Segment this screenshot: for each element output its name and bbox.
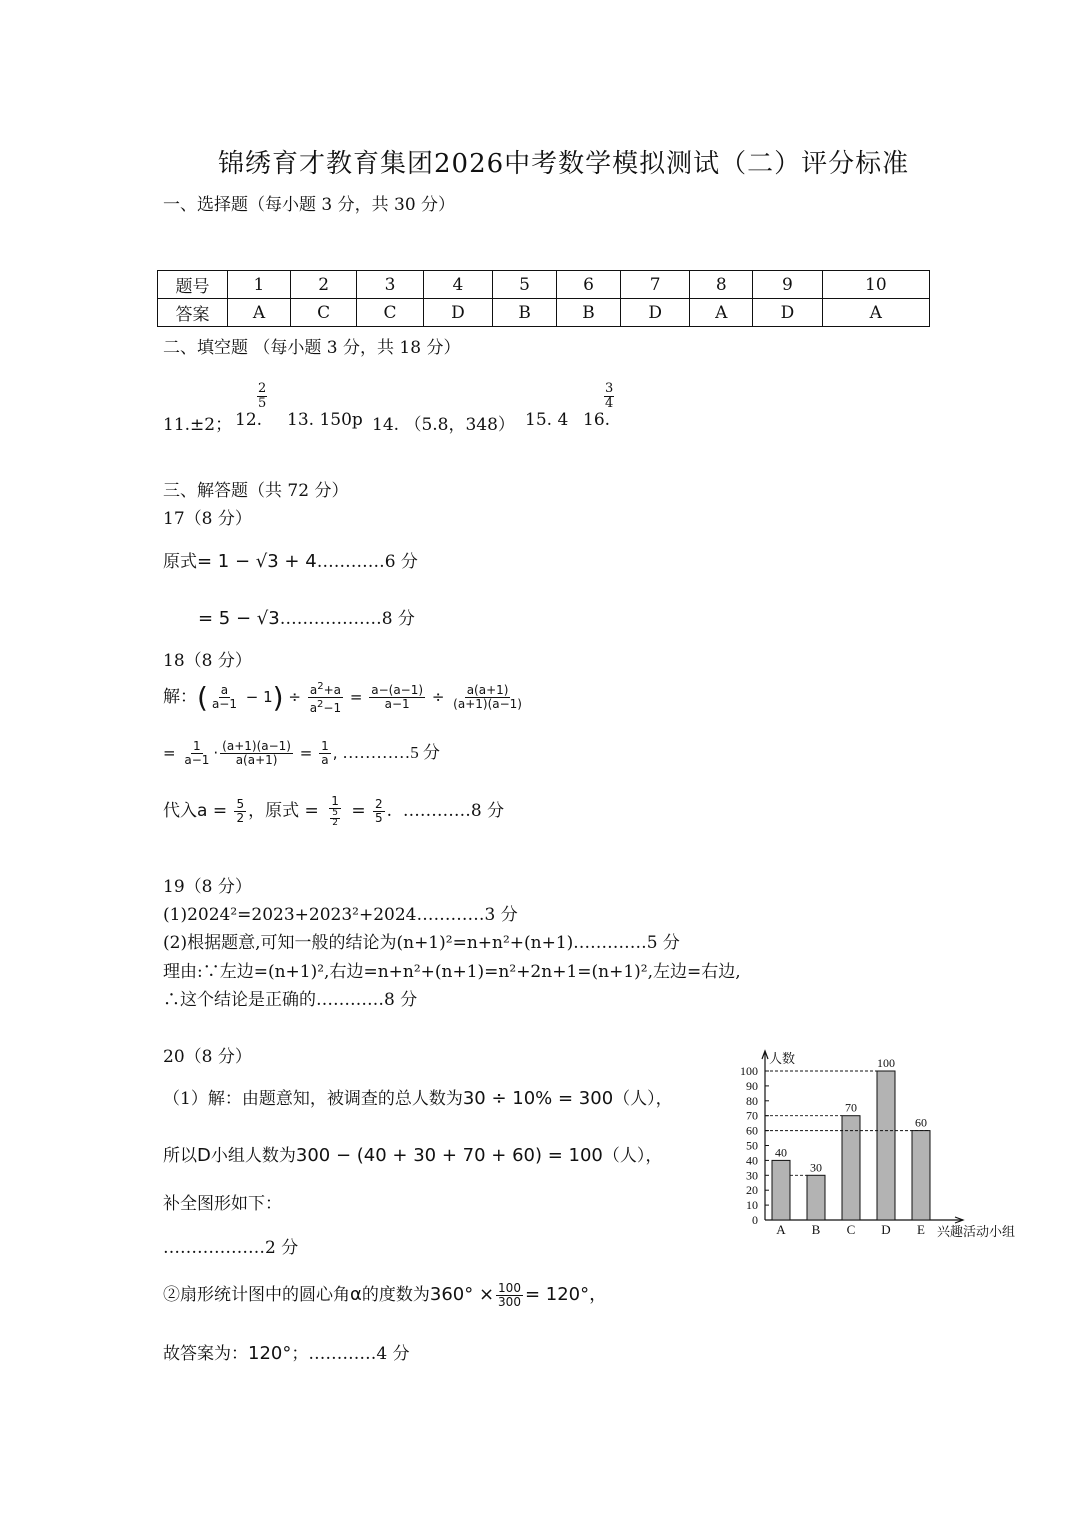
section3-heading: 三、解答题（共 72 分） (163, 481, 349, 501)
table-cell: B (493, 299, 557, 327)
fill-answer-14: 14. （5.8，348） (372, 415, 515, 435)
q19-line4: ∴这个结论是正确的…………8 分 (163, 990, 418, 1010)
table-cell: A (822, 299, 929, 327)
bar-value-label: 100 (877, 1056, 895, 1070)
y-tick-label: 80 (746, 1093, 758, 1108)
section1-heading: 一、选择题（每小题 3 分，共 30 分） (163, 195, 456, 215)
q20-l5-math-a: 360° × (429, 1284, 495, 1305)
q20-label: 20（8 分） (163, 1047, 252, 1067)
q20-l2-prefix: 所以 (163, 1146, 197, 1166)
q17-line1 (163, 547, 418, 572)
x-tick-label: E (917, 1222, 925, 1237)
table-cell: C (290, 299, 356, 327)
q20-l6-prefix: 故答案为： (163, 1344, 248, 1364)
bar-chart (725, 1045, 1045, 1250)
q20-line2 (163, 1141, 662, 1166)
bar-value-label: 30 (810, 1160, 822, 1175)
q18-line1: 解：( $\frac{a}{a-1}$ − 1) ÷ $\frac{a^2+a}{a^2-1}$ = $\frac{a-(a-1)}{a-1}$ ÷ $\frac{a(a+1)}{(a+1)(a-1)}$ (163, 681, 522, 715)
y-tick-label: 40 (746, 1153, 758, 1168)
q20-l1-prefix: （1）解：由题意知，被调查的总人数为 (163, 1089, 463, 1109)
table-cell: 2 (290, 271, 356, 299)
y-tick-label: 60 (746, 1123, 758, 1138)
bar-D (877, 1071, 895, 1220)
section2-heading: 二、填空题 （每小题 3 分，共 18 分） (163, 338, 461, 358)
q20-l1-suffix: （人）， (613, 1089, 673, 1109)
bar-A (772, 1160, 790, 1220)
q20-line3: 补全图形如下： (163, 1194, 282, 1214)
x-tick-label: D (881, 1222, 891, 1237)
q17-math2: = 5 − √3 (198, 608, 280, 629)
table-cell: D (423, 299, 492, 327)
row-label-question: 题号 (158, 271, 228, 299)
fill-answer-12-fraction (257, 382, 267, 411)
row-label-answer: 答案 (158, 299, 228, 327)
q20-l5-mid: 的度数为 (361, 1285, 430, 1305)
x-axis-label: 兴趣活动小组 (937, 1224, 1016, 1239)
q20-line6 (163, 1339, 410, 1364)
table-cell: 4 (423, 271, 492, 299)
fill-answer-13: 13. 150p (287, 410, 363, 430)
table-cell: 10 (822, 271, 929, 299)
table-cell: 5 (493, 271, 557, 299)
q18-line3: 代入a = $\frac{5}{2}$ ，原式 = $\frac{1}{\frac{5}{2}}$ = $\frac{2}{5}$ . …………8 分 (163, 794, 505, 828)
bar-B (807, 1175, 825, 1220)
y-tick-label: 0 (752, 1213, 758, 1227)
fill-answer-12: 12. (235, 410, 263, 430)
q17-score8: ………………8 分 (279, 609, 415, 629)
table-cell: C (357, 299, 423, 327)
q20-line4: ………………2 分 (163, 1238, 299, 1258)
q20-l2-suffix: （人）， (602, 1146, 663, 1166)
table-row-questions (158, 271, 930, 299)
page-title: 锦绣育才教育集团2026中考数学模拟测试（二）评分标准 (218, 149, 910, 179)
q18-sub-prefix: 代入 (163, 801, 197, 821)
x-tick-label: A (776, 1222, 786, 1237)
q18-sub-mid: ，原式 (248, 801, 300, 821)
q19-line2: (2)根据题意,可知一般的结论为(n+1)²=n+n²+(n+1).…………5 分 (163, 933, 680, 953)
table-cell: D (621, 299, 690, 327)
table-cell: D (753, 299, 822, 327)
x-tick-label: B (811, 1222, 821, 1237)
table-cell: A (228, 299, 291, 327)
fraction-numerator: 2 (258, 381, 267, 396)
table-row-answers (158, 299, 930, 327)
bar-value-label: 40 (775, 1145, 787, 1160)
bar-E (912, 1131, 930, 1220)
table-cell: 9 (753, 271, 822, 299)
table-cell: 3 (357, 271, 423, 299)
q18-score5: …………5 分 (342, 743, 441, 762)
fill-answer-16-fraction (604, 382, 614, 411)
q20-l1-math: 30 ÷ 10% = 300 (462, 1088, 614, 1109)
y-tick-label: 70 (746, 1108, 758, 1123)
fill-answer-11: 11.±2； (163, 415, 233, 435)
q20-l5-prefix: ②扇形统计图中的圆心角 (163, 1285, 350, 1305)
q20-line5 (163, 1280, 607, 1309)
q20-line1 (163, 1084, 673, 1109)
x-tick-label: C (846, 1222, 856, 1237)
q17-label: 17（8 分） (163, 509, 252, 529)
table-cell: A (690, 299, 753, 327)
q20-l2-math: 300 − (40 + 30 + 70 + 60) = 100 (295, 1145, 603, 1166)
table-cell: 8 (690, 271, 753, 299)
q18-label: 18（8 分） (163, 651, 252, 671)
bar-value-label: 70 (845, 1100, 857, 1115)
y-tick-label: 90 (746, 1078, 758, 1093)
answer-table (157, 270, 930, 327)
fraction-numerator: 3 (605, 381, 614, 396)
q20-l2-d: D (197, 1145, 211, 1166)
q17-line2 (198, 604, 415, 629)
fraction-numerator: 100 (498, 1281, 521, 1295)
q20-l2-mid: 小组人数为 (210, 1146, 296, 1166)
y-axis-label: 人数 (769, 1051, 796, 1066)
q18-score8: …………8 分 (402, 801, 505, 821)
y-tick-label: 20 (746, 1183, 758, 1198)
table-cell: 1 (228, 271, 291, 299)
q20-l5-math-b: = 120°， (524, 1284, 608, 1305)
table-cell: 6 (557, 271, 621, 299)
q17-math1: = 1 − √3 + 4 (197, 551, 317, 572)
q18-solve: 解： (163, 687, 197, 706)
fill-answer-15: 15. 4 (525, 410, 569, 430)
q17-score6: …………6 分 (316, 552, 418, 572)
q19-line3: 理由:∵左边=(n+1)²,右边=n+n²+(n+1)=n²+2n+1=(n+1)²,左边=右边, (163, 962, 741, 982)
q19-label: 19（8 分） (163, 877, 252, 897)
y-tick-label: 50 (746, 1138, 758, 1153)
fill-answer-16: 16. (583, 410, 611, 430)
fraction-denominator: 5 (258, 396, 267, 411)
q20-l6-math: 120° (248, 1343, 292, 1364)
fraction-denominator: 300 (498, 1295, 521, 1309)
q20-l5-alpha: α (350, 1284, 362, 1305)
q20-l6-suffix: ；…………4 分 (291, 1344, 410, 1364)
bar-C (842, 1116, 860, 1220)
bar-value-label: 60 (915, 1115, 927, 1130)
q18-line2: = $\frac{1}{a-1}$ · $\frac{(a+1)(a-1)}{a(a+1)}$ = $\frac{1}{a}$ , …………5 分 (163, 739, 441, 767)
q17-prefix: 原式 (163, 552, 197, 572)
y-tick-label: 30 (746, 1168, 758, 1183)
q19-line1: (1)2024²=2023+2023²+2024…………3 分 (163, 905, 518, 925)
table-cell: 7 (621, 271, 690, 299)
y-tick-label: 10 (746, 1198, 758, 1213)
y-tick-label: 100 (740, 1064, 758, 1078)
table-cell: B (557, 299, 621, 327)
fraction-denominator: 4 (605, 396, 614, 411)
